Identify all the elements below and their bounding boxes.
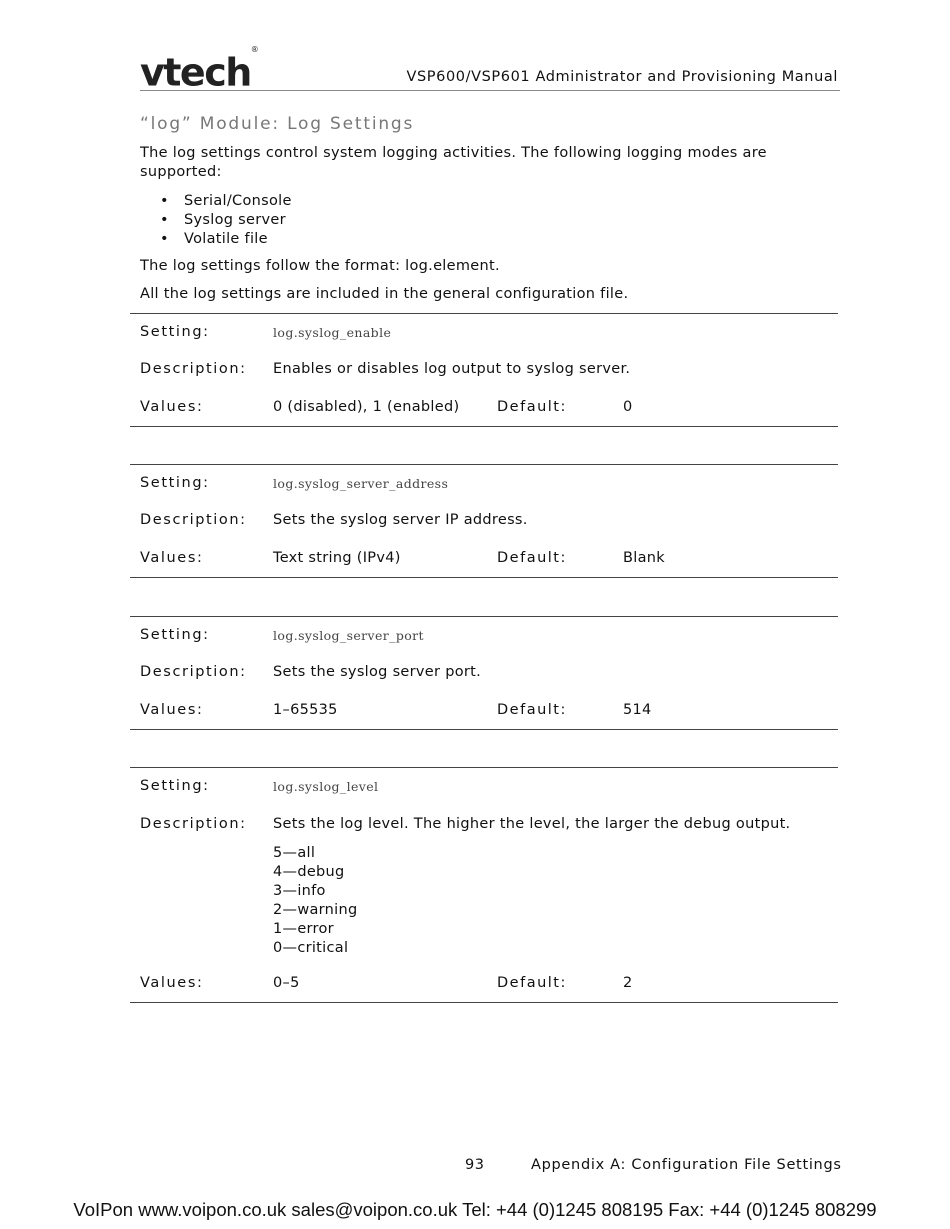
- divider: [130, 426, 838, 427]
- values-text: 0 (disabled), 1 (enabled): [273, 399, 460, 415]
- description-label: Description:: [140, 664, 247, 680]
- vtech-logo: [140, 45, 259, 95]
- logging-modes-list: [160, 192, 292, 249]
- default-label: Default:: [497, 399, 567, 415]
- values-label: Values:: [140, 550, 204, 566]
- setting-name: log.syslog_server_port: [273, 628, 424, 643]
- values-text: 1–65535: [273, 702, 338, 718]
- section-title: “log” Module: Log Settings: [140, 114, 415, 134]
- setting-label: Setting:: [140, 778, 210, 794]
- setting-label: Setting:: [140, 627, 210, 643]
- divider: [130, 1002, 838, 1003]
- default-label: Default:: [497, 550, 567, 566]
- bullet-icon: •: [160, 193, 169, 209]
- setting-label: Setting:: [140, 475, 210, 491]
- description-label: Description:: [140, 512, 247, 528]
- default-value: 2: [623, 975, 633, 991]
- registered-mark: ®: [250, 45, 259, 54]
- setting-name: log.syslog_enable: [273, 325, 392, 340]
- description-label: Description:: [140, 361, 247, 377]
- setting-name: log.syslog_server_address: [273, 476, 449, 491]
- list-item-text: Syslog server: [184, 212, 286, 228]
- description-text: Enables or disables log output to syslog server.: [273, 361, 631, 377]
- default-value: Blank: [623, 550, 665, 566]
- values-label: Values:: [140, 399, 204, 415]
- default-value: 514: [623, 702, 652, 718]
- description-text: Sets the log level. The higher the level, the larger the debug output.: [273, 816, 791, 832]
- bullet-icon: •: [160, 231, 169, 247]
- description-text: Sets the syslog server IP address.: [273, 512, 528, 528]
- divider: [130, 729, 838, 730]
- default-value: 0: [623, 399, 633, 415]
- format-note: The log settings follow the format: log.element.: [140, 258, 500, 274]
- log-level-item: 4—debug: [273, 864, 345, 880]
- description-label: Description:: [140, 816, 247, 832]
- list-item-text: Volatile file: [184, 231, 268, 247]
- logo-text: vtech: [140, 50, 251, 95]
- values-label: Values:: [140, 975, 204, 991]
- values-text: 0–5: [273, 975, 300, 991]
- config-note: All the log settings are included in the general configuration file.: [140, 286, 629, 302]
- description-text: Sets the syslog server port.: [273, 664, 482, 680]
- log-level-item: 1—error: [273, 921, 334, 937]
- contact-footer: VoIPon www.voipon.co.uk sales@voipon.co.uk Tel: +44 (0)1245 808195 Fax: +44 (0)1245 808299: [73, 1199, 877, 1220]
- divider: [130, 767, 838, 768]
- list-item-text: Serial/Console: [184, 193, 292, 209]
- setting-label: Setting:: [140, 324, 210, 340]
- page-header: [140, 45, 840, 95]
- list-item: [160, 211, 292, 230]
- log-level-item: 3—info: [273, 883, 326, 899]
- manual-title: VSP600/VSP601 Administrator and Provisioning Manual: [406, 69, 838, 85]
- page-number: 93: [465, 1157, 485, 1173]
- values-label: Values:: [140, 702, 204, 718]
- setting-name: log.syslog_level: [273, 779, 379, 794]
- divider: [130, 616, 838, 617]
- appendix-title: Appendix A: Configuration File Settings: [531, 1157, 842, 1173]
- divider: [130, 313, 838, 314]
- default-label: Default:: [497, 702, 567, 718]
- log-level-list: [273, 844, 358, 958]
- intro-paragraph: The log settings control system logging activities. The following logging modes are supported:: [140, 145, 767, 180]
- divider: [130, 464, 838, 465]
- divider: [130, 577, 838, 578]
- values-text: Text string (IPv4): [273, 550, 401, 566]
- list-item: [160, 192, 292, 211]
- bullet-icon: •: [160, 212, 169, 228]
- log-level-item: 2—warning: [273, 902, 358, 918]
- default-label: Default:: [497, 975, 567, 991]
- log-level-item: 0—critical: [273, 940, 349, 956]
- list-item: [160, 230, 292, 249]
- log-level-item: 5—all: [273, 845, 316, 861]
